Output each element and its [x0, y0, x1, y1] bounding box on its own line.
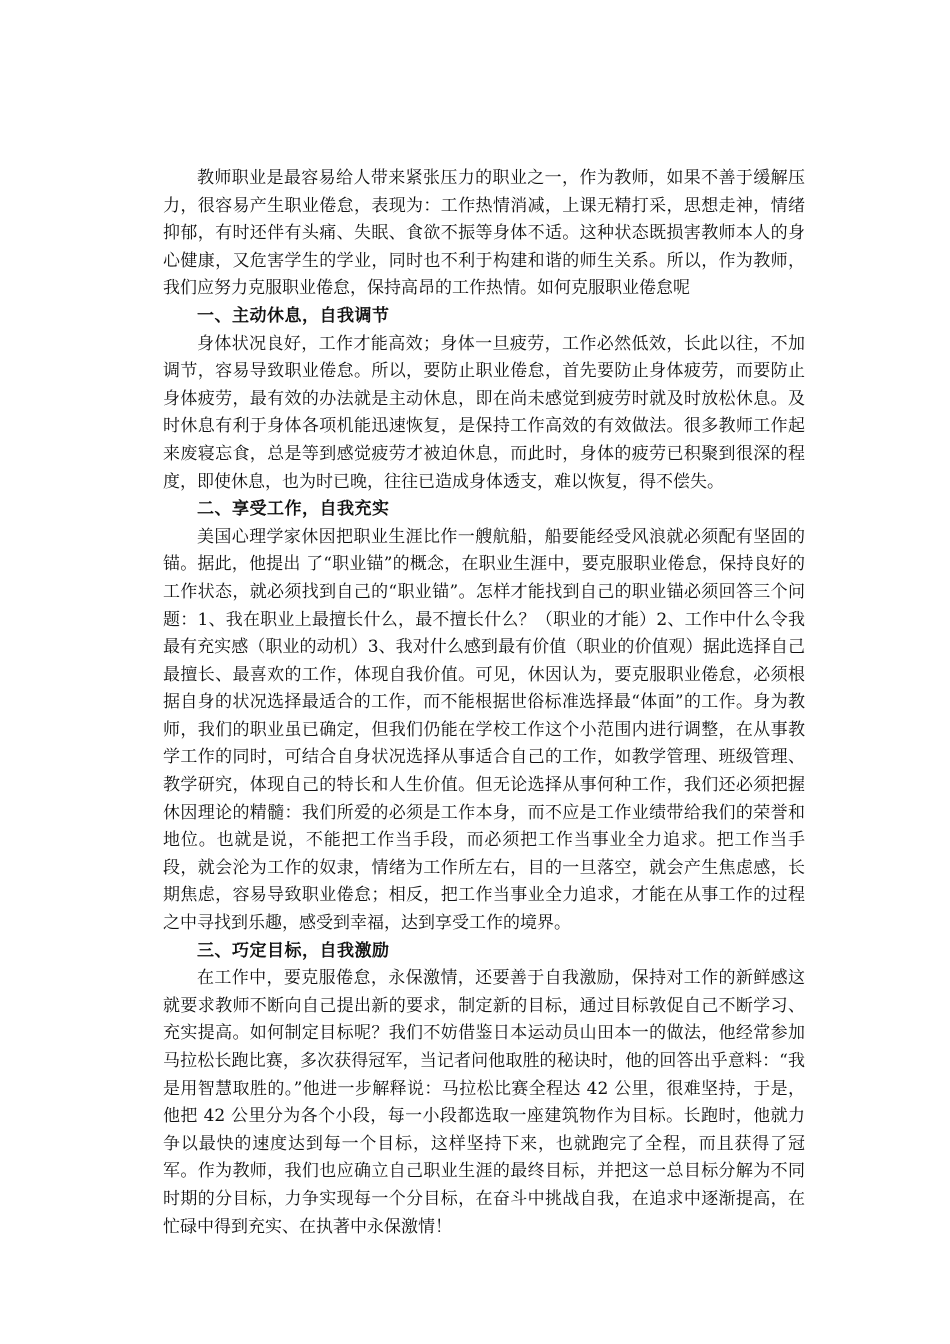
- section-heading-1: 一、主动休息，自我调节: [197, 305, 390, 326]
- section-body-1: 身体状况良好，工作才能高效；身体一旦疲劳，工作必然低效，长此以往，不加调节，容易导致职业倦怠。所以，要防止职业倦怠，首先要防止身体疲劳，而要防止身体疲劳，最有效的办法就是主动休息，即在尚未感觉到疲劳时就及时放松休息。及时休息有利于身体各项机能迅速恢复，是保持工作高效的有效做法。很多教师工作起来废寝忘食，总是等到感觉疲劳才被迫休息，而此时，身体的疲劳已积聚到很深的程度，即使休息，也为时已晚，往往已造成身体透支，难以恢复，得不偿失。: [163, 333, 805, 492]
- section-body-2: 美国心理学家休因把职业生涯比作一艘航船，船要能经受风浪就必须配有坚固的锚。据此，他提出 了“职业锚”的概念，在职业生涯中，要克服职业倦怠，保持良好的工作状态，就必须找到自己的“职业锚”。怎样才能找到自己的职业锚必须回答三个问题：1、我在职业上最擅长什么，最不擅长什么？（职业的才能）2、工作中什么令我最有充实感（职业的动机）3、我对什么感到最有价值（职业的价值观）据此选择自己最擅长、最喜欢的工作，体现自我价值。可见，休因认为，要克服职业倦怠，必须根据自身的状况选择最适合的工作，而不能根据世俗标准选择最“体面”的工作。身为教师，我们的职业虽已确定，但我们仍能在学校工作这个小范围内进行调整，在从事教学工作的同时，可结合自身状况选择从事适合自己的工作，如教学管理、班级管理、教学研究，体现自己的特长和人生价值。但无论选择从事何种工作，我们还必须把握休因理论的精髓：我们所爱的必须是工作本身，而不应是工作业绩带给我们的荣誉和地位。也就是说，不能把工作当手段，而必须把工作当事业全力追求。把工作当手段，就会沦为工作的奴隶，情绪为工作所左右，目的一旦落空，就会产生焦虑感，长期焦虑，容易导致职业倦怠；相反，把工作当事业全力追求，才能在从事工作的过程之中寻找到乐趣，感受到幸福，达到享受工作的境界。: [163, 526, 805, 934]
- section-heading-2: 二、享受工作，自我充实: [197, 499, 390, 520]
- section-body-3: 在工作中，要克服倦怠，永保激情，还要善于自我激励，保持对工作的新鲜感这就要求教师不断向自己提出新的要求，制定新的目标，通过目标敦促自己不断学习、充实提高。如何制定目标呢？我们不妨借鉴日本运动员山田本一的做法，他经常参加马拉松长跑比赛，多次获得冠军，当记者问他取胜的秘诀时，他的回答出乎意料：“我是用智慧取胜的。”他进一步解释说：马拉松比赛全程达 42 公里，很难坚持，于是，他把 42 公里分为各个小段，每一小段都选取一座建筑物作为目标。长跑时，他就力争以最快的速度达到每一个目标，这样坚持下来，也就跑完了全程，而且获得了冠军。作为教师，我们也应确立自己职业生涯的最终目标，并把这一总目标分解为不同时期的分目标，力争实现每一个分目标，在奋斗中挑战自我，在追求中逐渐提高，在忙碌中得到充实、在执著中永保激情！: [163, 968, 805, 1237]
- intro-paragraph: 教师职业是最容易给人带来紧张压力的职业之一，作为教师，如果不善于缓解压力，很容易产生职业倦怠，表现为：工作热情消减，上课无精打采，思想走神，情绪抑郁，有时还伴有头痛、失眠、食欲不振等身体不适。这种状态既损害教师本人的身心健康，又危害学生的学业，同时也不利于构建和谐的师生关系。所以，作为教师，我们应努力克服职业倦怠，保持高昂的工作热情。如何克服职业倦怠呢: [163, 168, 805, 299]
- document-page: [163, 165, 805, 1241]
- section-heading-3: 三、巧定目标，自我激励: [197, 940, 390, 961]
